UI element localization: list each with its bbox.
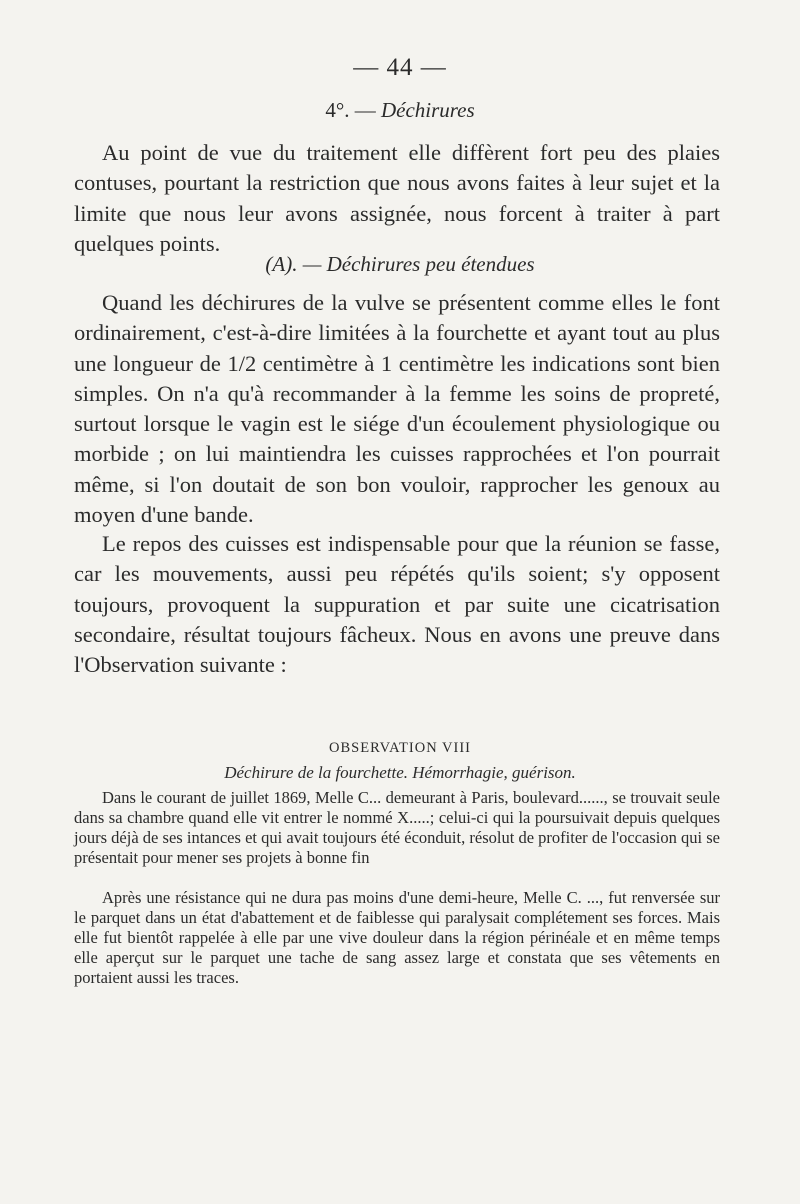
section-heading (0, 98, 800, 123)
paragraph-2: Quand les déchirures de la vulve se présentent comme elles le font ordinairement, c'est-à-dire limitées à la fourchette et ayant tout au plus une longueur de 1/2 centimètre à 1 centimètre les indications sont bien simples. On n'a qu'à recommander à la femme les soins de propreté, surtout lorsque le vagin est le siége d'un écoulement physiologique ou morbide ; on lui maintiendra les cuisses rapprochées et l'on pourrait même, si l'on doutait de son bon vouloir, rapprocher les genoux au moyen d'une bande. (74, 290, 720, 528)
section-dash: — (349, 98, 381, 122)
observation-text-2: Après une résistance qui ne dura pas moins d'une demi-heure, Melle C. ..., fut renversée sur le parquet dans un état d'abattement et de faiblesse qui paralysait complétement ses forces. Mais elle fut bientôt rappelée à elle par une vive douleur dans la région périnéale et en même temps elle aperçut sur le parquet une tache de sang assez large et constata que ses vêtements en portaient aussi les traces. (74, 888, 720, 987)
page-number: — 44 — (353, 54, 447, 81)
paragraph-1: Au point de vue du traitement elle diffèrent fort peu des plaies contuses, pourtant la restriction que nous avons faites à leur sujet et la limite que nous leur avons assignée, nous forcent à traiter à part quelques points. (74, 140, 720, 256)
section-number: 4°. (325, 98, 350, 122)
section-title: Déchirures (380, 98, 475, 122)
observation-text-1: Dans le courant de juillet 1869, Melle C... demeurant à Paris, boulevard......, se trouvait seule dans sa chambre quand elle vit entrer le nommé X.....; celui-ci qui la poursuivait depuis quelques jours déjà de ses intances et qui avait toujours été éconduit, résolut de profiter de l'occasion qui se présentait pour mener ses projets à bonne fin (74, 788, 720, 867)
paragraph-3: Le repos des cuisses est indispensable pour que la réunion se fasse, car les mouvements, aussi peu répétés qu'ils soient; s'y opposent toujours, provoquent la suppuration et par suite une cicatrisation secondaire, résultat toujours fâcheux. Nous en avons une preuve dans l'Observation suivante : (74, 531, 720, 678)
observation-subtitle: Déchirure de la fourchette. Hémorrhagie, guérison. (224, 763, 576, 782)
observation-title: OBSERVATION VIII (329, 740, 471, 756)
subsection-title: (A). — Déchirures peu étendues (265, 252, 535, 276)
